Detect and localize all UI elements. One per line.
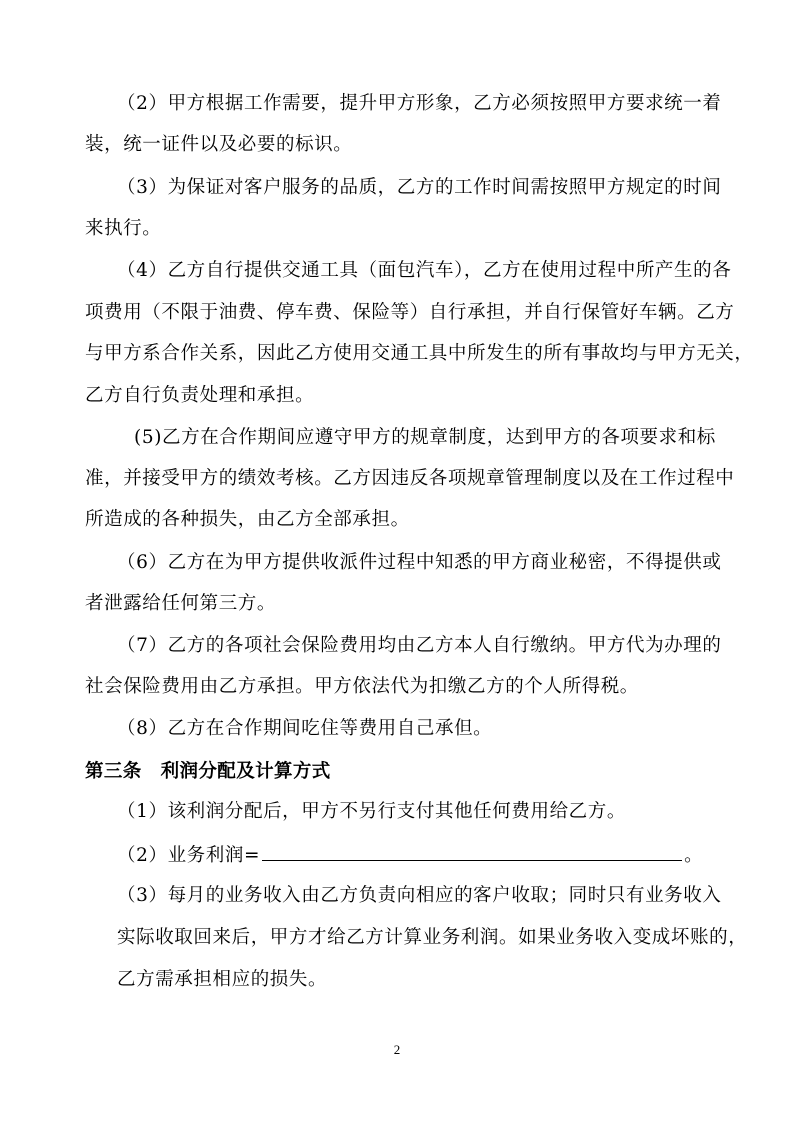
clause-4-line-3: 与甲方系合作关系，因此乙方使用交通工具中所发生的所有事故均与甲方无关， xyxy=(85,343,754,364)
clause-4-line-1: （4）乙方自行提供交通工具（面包汽车），乙方在使用过程中所产生的各 xyxy=(117,260,732,281)
item-2-prefix: （2）业务利润= xyxy=(117,845,261,866)
clause-4-line-4: 乙方自行负责处理和承担。 xyxy=(85,385,315,406)
clause-6-line-2: 者泄露给任何第三方。 xyxy=(85,593,277,614)
article-3-item-3-line-3: 乙方需承担相应的损失。 xyxy=(117,969,328,990)
clause-5-line-3: 所造成的各种损失，由乙方全部承担。 xyxy=(85,509,410,530)
clause-2-line-2: 装，统一证件以及必要的标识。 xyxy=(85,134,353,155)
clause-7-line-2: 社会保险费用由乙方承担。甲方依法代为扣缴乙方的个人所得税。 xyxy=(85,676,639,697)
clause-4-line-2: 项费用（不限于油费、停车费、保险等）自行承担，并自行保管好车辆。乙方 xyxy=(85,302,735,323)
clause-6-line-1: （6）乙方在为甲方提供收派件过程中知悉的甲方商业秘密，不得提供或 xyxy=(117,552,722,573)
clause-2-line-1: （2）甲方根据工作需要，提升甲方形象，乙方必须按照甲方要求统一着 xyxy=(117,93,722,114)
clause-3-line-1: （3）为保证对客户服务的品质，乙方的工作时间需按照甲方规定的时间 xyxy=(117,177,722,198)
profit-formula-blank xyxy=(262,842,682,861)
clause-3-line-2: 来执行。 xyxy=(85,218,162,239)
article-3-heading: 第三条 利润分配及计算方式 xyxy=(85,761,331,782)
article-3-item-1: （1）该利润分配后，甲方不另行支付其他任何费用给乙方。 xyxy=(117,801,626,822)
clause-8-line-1: （8）乙方在合作期间吃住等费用自己承但。 xyxy=(117,718,493,739)
article-3-item-3-line-2: 实际收取回来后，甲方才给乙方计算业务利润。如果业务收入变成坏账的， xyxy=(117,927,748,948)
clause-5-line-1: (5)乙方在合作期间应遵守甲方的规章制度，达到甲方的各项要求和标 xyxy=(134,427,716,448)
article-3-item-2 xyxy=(117,842,703,868)
item-2-suffix: 。 xyxy=(684,845,704,866)
page-number: 2 xyxy=(393,1042,401,1057)
article-3-item-3-line-1: （3）每月的业务收入由乙方负责向相应的客户收取；同时只有业务收入 xyxy=(117,885,722,906)
clause-5-line-2: 准，并接受甲方的绩效考核。乙方因违反各项规章管理制度以及在工作过程中 xyxy=(85,468,735,489)
clause-7-line-1: （7）乙方的各项社会保险费用均由乙方本人自行缴纳。甲方代为办理的 xyxy=(117,635,722,656)
